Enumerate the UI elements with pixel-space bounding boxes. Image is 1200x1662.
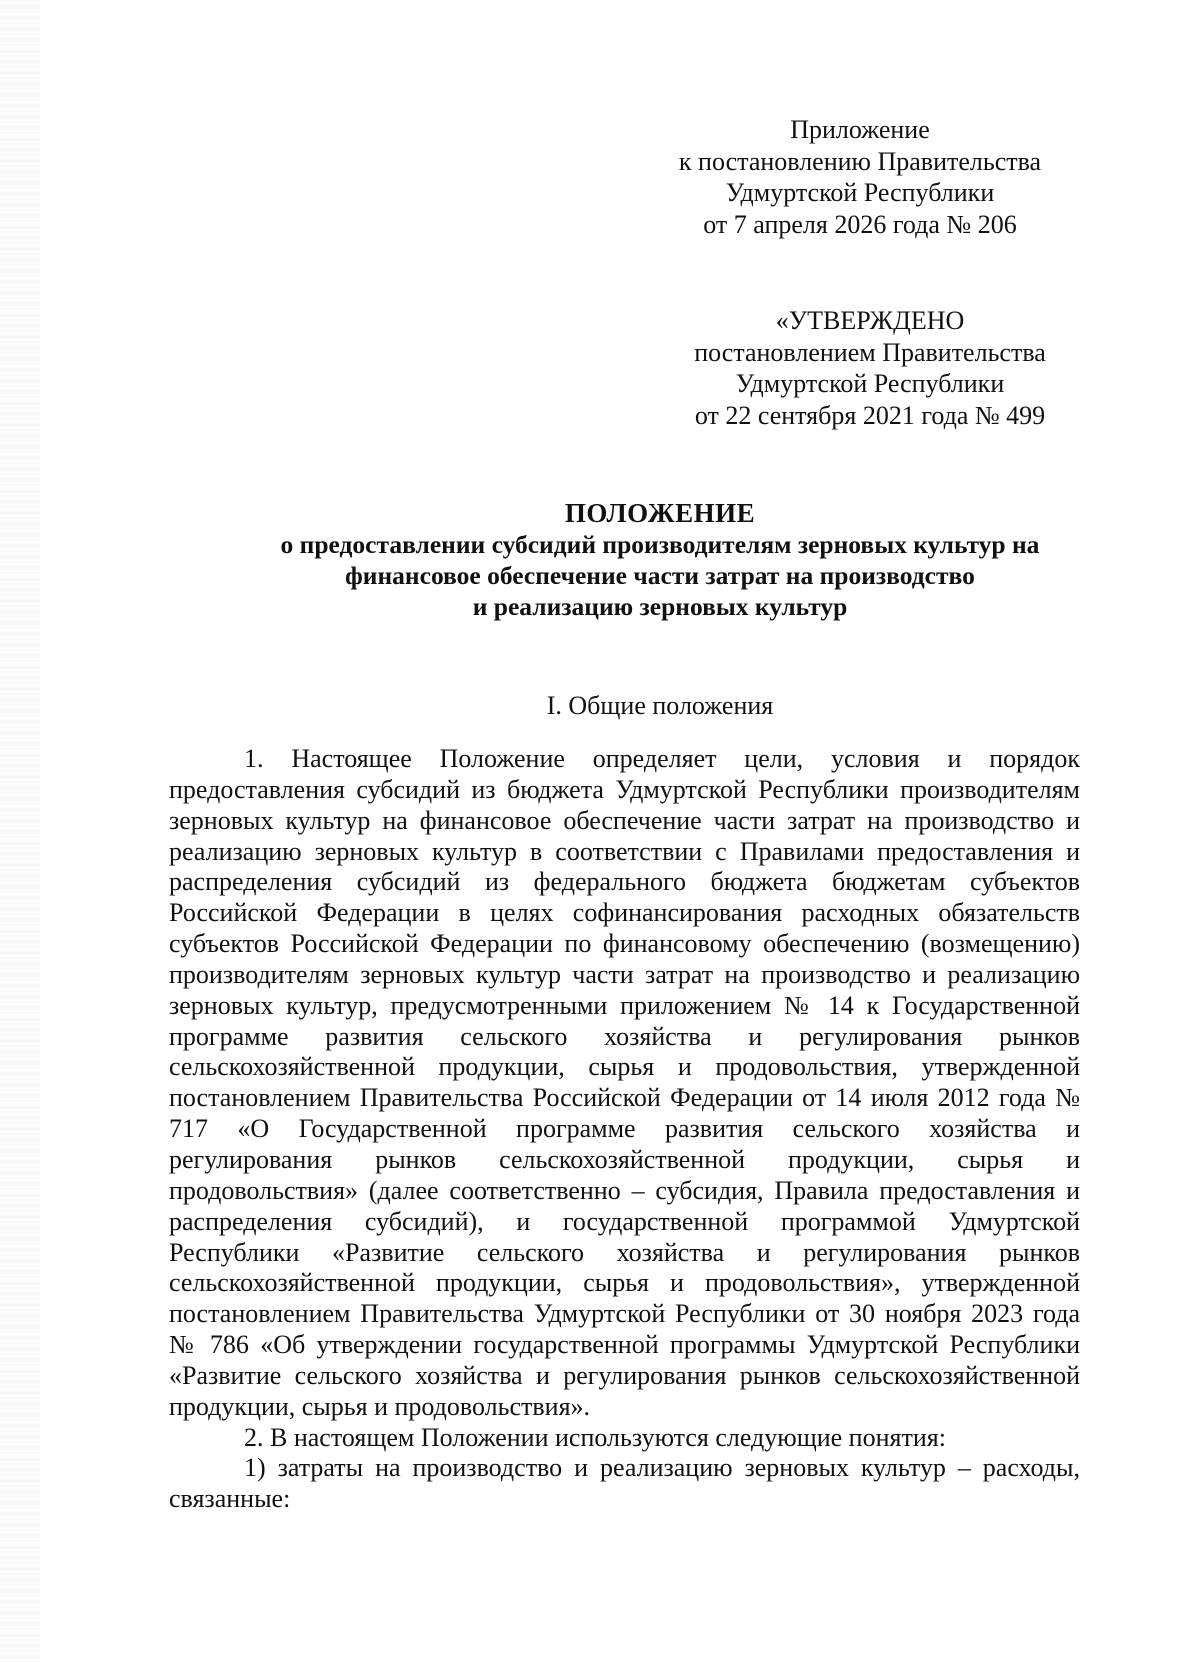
approved-label: «УТВЕРЖДЕНО [775, 306, 965, 335]
subtitle-line-1: о предоставлении субсидий производителям зерновых культур на [280, 530, 1040, 559]
paragraph-3: 1) затраты на производство и реализацию зерновых культур – расходы, связанные: [169, 1453, 1080, 1514]
appendix-date-number: от 7 апреля 2026 года № 206 [703, 209, 1017, 239]
subtitle-line-3: и реализацию зерновых культур [472, 592, 848, 621]
document-subtitle [120, 529, 1200, 622]
appendix-republic: Удмуртской Республики [725, 178, 995, 207]
document-body [169, 744, 1080, 1515]
paragraph-1: 1. Настоящее Положение определяет цели, условия и порядок предоставления субсидий из бюджета Удмуртской Республики производителям зерновых культур на финансовое обеспечение части затрат на производство и реализацию зерновых культур в соответствии с Правилами предоставления и распределения субсидий из федерального бюджета бюджетам субъектов Российской Федерации в целях софинансирования расходных обязательств субъектов Российской Федерации по финансовому обеспечению (возмещению) производителям зерновых культур части затрат на производство и реализацию зерновых культур, предусмотренными приложением № 14 к Государственной программе развития сельского хозяйства и регулирования рынков сельскохозяйственной продукции, сырья и продовольствия, утвержденной постановлением Правительства Российской Федерации от 14 июля 2012 года № 717 «О Государственной программе развития сельского хозяйства и регулирования рынков сельскохозяйственной продукции, сырья и продовольствия» (далее соответственно – субсидия, Правила предоставления и распределения субсидий), и государственной программой Удмуртской Республики «Развитие сельского хозяйства и регулирования рынков сельскохозяйственной продукции, сырья и продовольствия», утвержденной постановлением Правительства Удмуртской Республики от 30 ноября 2023 года № 786 «Об утверждении государственной программы Удмуртской Республики «Развитие сельского хозяйства и регулирования рынков сельскохозяйственной продукции, сырья и продовольствия». [169, 744, 1080, 1421]
approval-stamp-text [660, 305, 1080, 431]
document-title: ПОЛОЖЕНИЕ [564, 498, 756, 528]
approved-republic: Удмуртской Республики [735, 369, 1005, 398]
appendix-label: Приложение [790, 115, 930, 144]
document-title-block [120, 497, 1200, 622]
scan-edge-noise [0, 0, 40, 1662]
section-heading: I. Общие положения [546, 691, 774, 720]
subtitle-line-2: финансовое обеспечение части затрат на производство [345, 561, 975, 590]
appendix-header [650, 114, 1070, 240]
appendix-resolution-ref: к постановлению Правительства [678, 146, 1042, 176]
paragraph-2: 2. В настоящем Положении используются следующие понятия: [244, 1422, 946, 1452]
approved-resolution-ref: постановлением Правительства [694, 337, 1046, 367]
approved-date-number: от 22 сентября 2021 года № 499 [694, 400, 1046, 430]
